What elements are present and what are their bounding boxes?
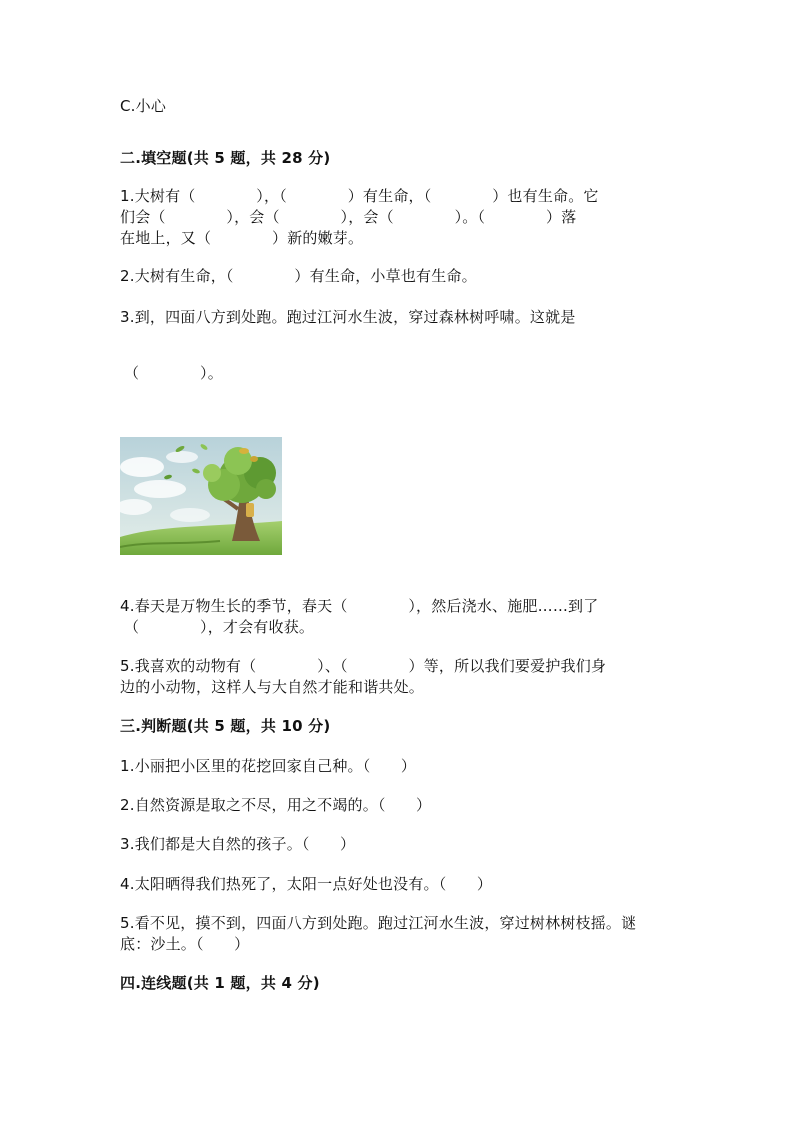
s3-question-1: 1.小丽把小区里的花挖回家自己种。（ ） [120, 757, 417, 775]
s2-question-1-line-2: 们会（ ），会（ ），会（ ）。（ ）落 [120, 208, 577, 226]
s3-question-3: 3.我们都是大自然的孩子。（ ） [120, 835, 356, 853]
s2-question-1-line-1: 1.大树有（ ），（ ）有生命，（ ）也有生命。它 [120, 187, 599, 205]
tree-illustration [120, 437, 282, 555]
s2-question-4-line-2: （ ），才会有收获。 [124, 618, 315, 636]
option-c: C.小心 [120, 97, 167, 115]
s3-question-4: 4.太阳晒得我们热死了，太阳一点好处也没有。（ ） [120, 875, 493, 893]
section4-heading: 四.连线题(共 1 题，共 4 分) [120, 974, 320, 992]
s2-question-1-line-3: 在地上，又（ ）新的嫩芽。 [120, 229, 364, 247]
s2-question-5-line-1: 5.我喜欢的动物有（ ）、（ ）等，所以我们要爱护我们身 [120, 657, 607, 675]
s2-question-5-line-2: 边的小动物，这样人与大自然才能和谐共处。 [120, 678, 425, 696]
s2-question-4-line-1: 4.春天是万物生长的季节，春天（ ），然后浇水、施肥……到了 [120, 597, 599, 615]
s2-question-2: 2.大树有生命，（ ）有生命，小草也有生命。 [120, 267, 477, 285]
s3-question-5-line-1: 5.看不见，摸不到，四面八方到处跑。跑过江河水生波，穿过树林树枝摇。谜 [120, 914, 637, 932]
s3-question-5-line-2: 底：沙土。（ ） [120, 935, 250, 953]
s3-question-2: 2.自然资源是取之不尽，用之不竭的。（ ） [120, 796, 432, 814]
s2-question-3: 3.到，四面八方到处跑。跑过江河水生波，穿过森林树呼啸。这就是 [120, 308, 576, 326]
section2-heading: 二.填空题(共 5 题，共 28 分) [120, 149, 331, 167]
section3-heading: 三.判断题(共 5 题，共 10 分) [120, 717, 331, 735]
s2-question-3-blank: （ ）。 [124, 364, 223, 382]
